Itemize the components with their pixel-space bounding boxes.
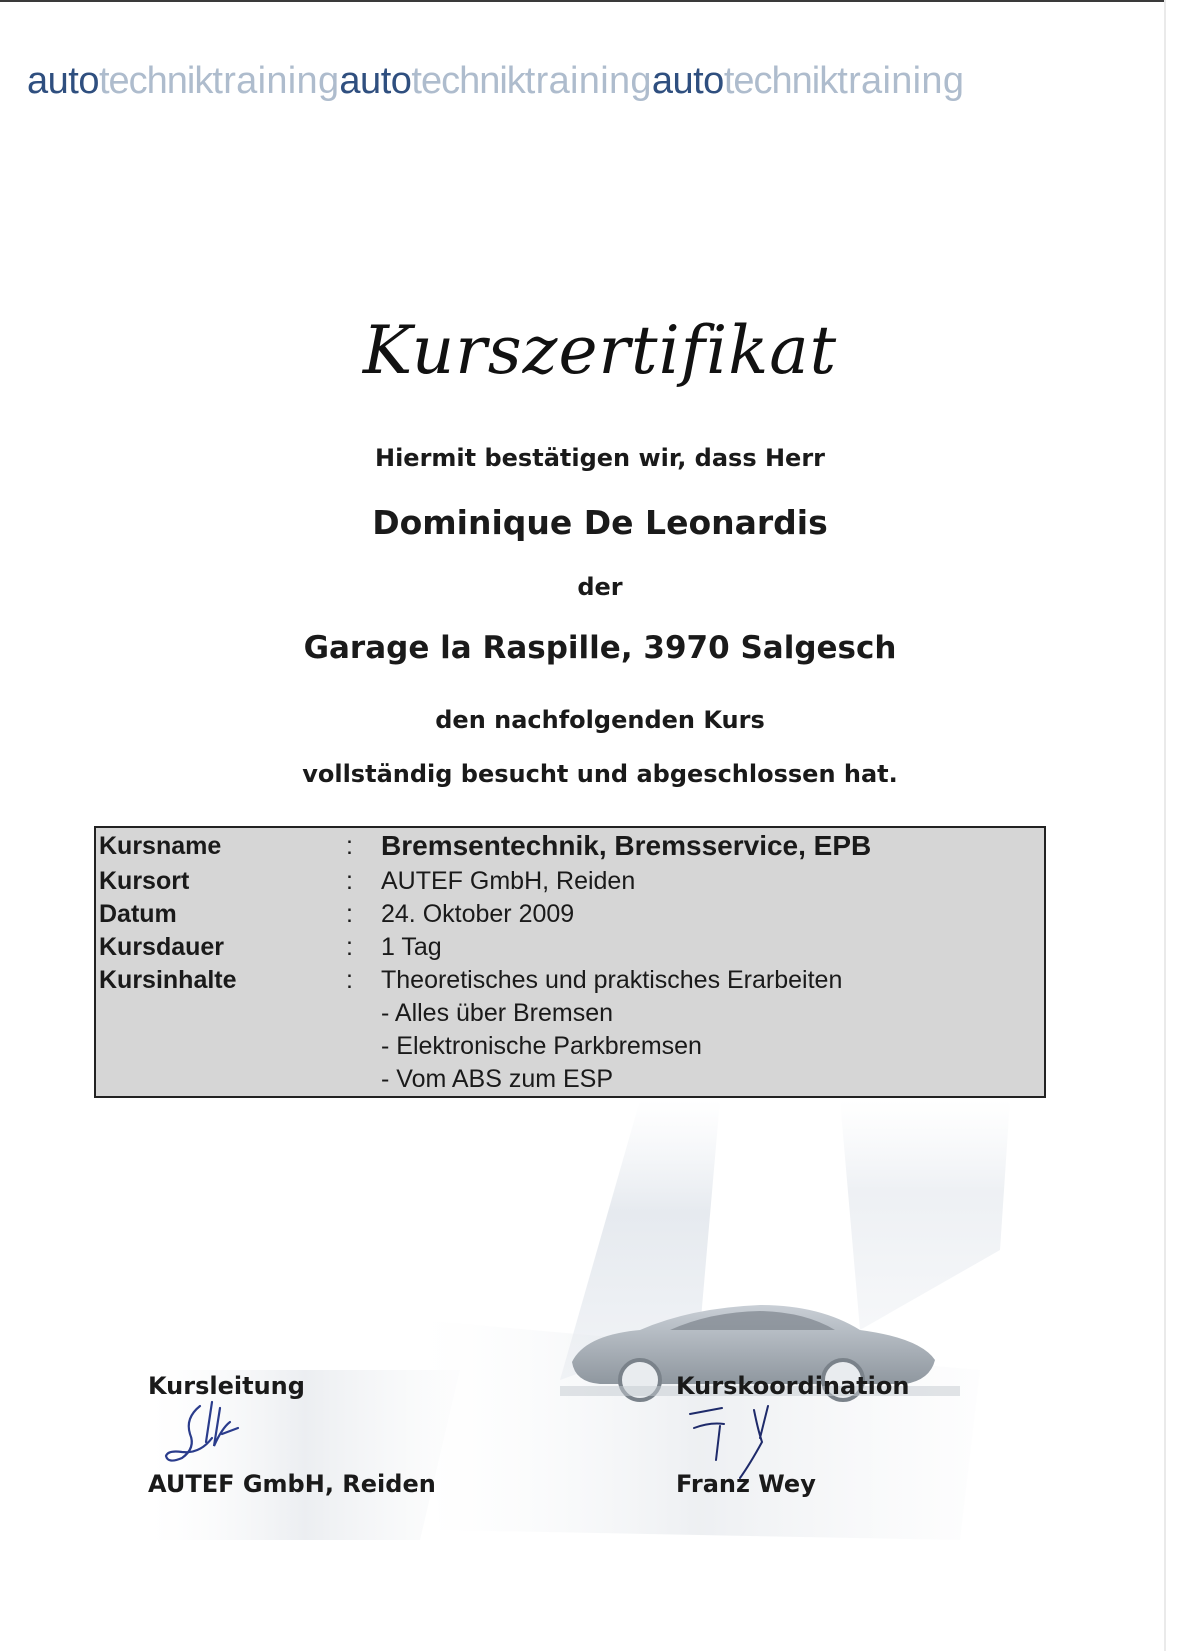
course-details-box (94, 826, 1046, 1098)
left-signature-name: AUTEF GmbH, Reiden (148, 1470, 436, 1498)
company-name: Garage la Raspille, 3970 Salgesch (303, 630, 897, 666)
detail-row-kursdauer (96, 933, 1044, 966)
course-content-item: - Elektronische Parkbremsen (381, 1032, 702, 1060)
detail-value: AUTEF GmbH, Reiden (381, 867, 636, 895)
detail-label: Kursname (99, 832, 222, 860)
brand-auto: auto (339, 60, 412, 102)
right-signature-role: Kurskoordination (676, 1372, 910, 1400)
detail-row-kursname (96, 832, 1044, 865)
left-handwritten-signature (160, 1398, 270, 1473)
brand-technik: technik (98, 60, 213, 102)
detail-separator: : (346, 867, 353, 895)
brand-wordmark (27, 60, 964, 103)
brand-training: training (524, 60, 652, 102)
course-content-item: - Alles über Bremsen (381, 999, 614, 1027)
detail-value: 1 Tag (381, 933, 442, 961)
brand-training: training (837, 60, 965, 102)
right-signature-name: Franz Wey (676, 1470, 816, 1498)
brand-training: training (212, 60, 340, 102)
left-signature-role: Kursleitung (148, 1372, 305, 1400)
detail-value: 24. Oktober 2009 (381, 900, 575, 928)
detail-row-kursinhalte (96, 966, 1044, 999)
detail-label: Kursdauer (99, 933, 225, 961)
detail-label: Datum (99, 900, 177, 928)
right-handwritten-signature (680, 1402, 800, 1482)
detail-row-kursort (96, 867, 1044, 900)
detail-label: Kursinhalte (99, 966, 237, 994)
detail-value: Theoretisches und praktisches Erarbeiten (381, 966, 843, 994)
course-content-item: - Vom ABS zum ESP (381, 1065, 614, 1093)
brand-technik: technik (411, 60, 525, 102)
detail-separator: : (346, 966, 353, 994)
recipient-name: Dominique De Leonardis (372, 503, 828, 542)
connector-text: der (577, 573, 623, 601)
detail-value: Bremsentechnik, Bremsservice, EPB (381, 830, 872, 861)
brand-auto: auto (27, 60, 99, 102)
intro-text: Hiermit bestätigen wir, dass Herr (374, 444, 825, 472)
certificate-title: Kurszertifikat (362, 312, 838, 389)
detail-label: Kursort (99, 867, 190, 895)
completion-line: vollständig besucht und abgeschlossen hat. (302, 760, 898, 788)
course-line: den nachfolgenden Kurs (435, 706, 765, 734)
detail-separator: : (346, 900, 353, 928)
brand-technik: technik (723, 60, 838, 102)
detail-separator: : (346, 832, 353, 860)
brand-auto: auto (651, 60, 724, 102)
detail-separator: : (346, 933, 353, 961)
detail-row-datum (96, 900, 1044, 933)
